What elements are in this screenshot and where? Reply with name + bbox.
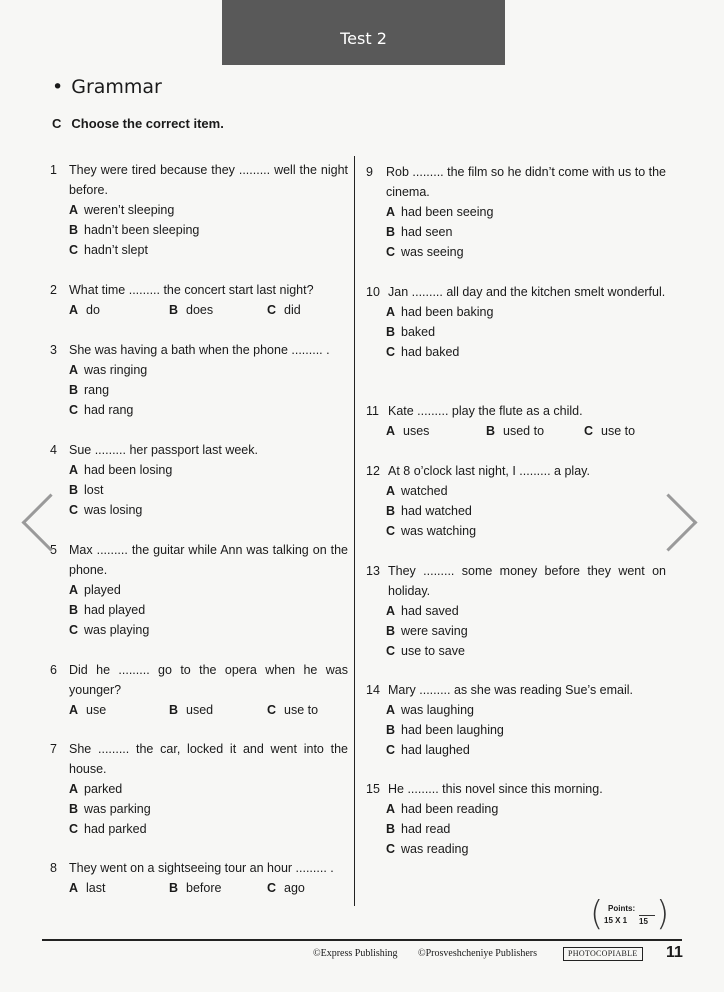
question-number: 11 [366,404,379,418]
question-number: 9 [366,165,373,179]
question-stem: She ......... the car, locked it and went into the house. [69,742,348,776]
option-a[interactable]: A weren’t sleeping [69,203,175,217]
option-a[interactable]: A last [69,881,106,895]
question-number: 12 [366,464,380,478]
option-c[interactable]: C hadn’t slept [69,243,148,257]
question-number: 7 [50,742,57,756]
question-2 [50,280,348,320]
question-stem: She was having a bath when the phone ......... . [69,343,330,357]
question-13 [366,561,666,661]
question-stem: At 8 o’clock last night, I ......... a play. [388,464,590,478]
question-12 [366,461,666,541]
question-5 [50,540,348,640]
section-title: Grammar [71,76,162,98]
option-c[interactable]: C use to [267,703,319,717]
points-box [590,894,670,934]
question-stem: Sue ......... her passport last week. [69,443,258,457]
option-c[interactable]: C was playing [69,623,150,637]
question-number: 5 [50,543,57,557]
option-c[interactable]: C use to save [386,644,465,658]
points-total: 15 [639,917,648,926]
option-a[interactable]: A played [69,583,121,597]
option-a[interactable]: A was ringing [69,363,148,377]
option-c[interactable]: C had baked [386,345,460,359]
option-c[interactable]: C had rang [69,403,134,417]
option-b[interactable]: B was parking [69,802,151,816]
paren-right: ) [656,894,670,934]
question-stem: Mary ......... as she was reading Sue’s email. [388,683,634,697]
question-number: 14 [366,683,380,697]
question-10 [366,282,666,362]
option-c[interactable]: C ago [267,881,305,895]
instruction-text: Choose the correct item. [71,116,224,131]
points-label: Points: [608,904,636,913]
question-number: 15 [366,782,380,796]
question-stem: Jan ......... all day and the kitchen smelt wonderful. [388,285,666,299]
score-line [639,915,655,916]
option-a[interactable]: A watched [386,484,448,498]
option-c[interactable]: C was watching [386,524,477,538]
instruction-letter: C [52,116,62,131]
question-3 [50,340,348,420]
question-number: 8 [50,861,57,875]
question-stem: Max ......... the guitar while Ann was talking on the phone. [69,543,348,577]
option-a[interactable]: A had been reading [386,802,499,816]
option-b[interactable]: B had read [386,822,451,836]
option-c[interactable]: C had laughed [386,743,470,757]
option-a[interactable]: A parked [69,782,123,796]
option-b[interactable]: B had watched [386,504,472,518]
question-number: 10 [366,285,380,299]
question-14 [366,680,666,760]
option-b[interactable]: B before [169,881,222,895]
question-stem: They went on a sightseeing tour an hour ......... . [69,861,334,875]
option-b[interactable]: B used to [486,424,545,438]
option-c[interactable]: C did [267,303,301,317]
publisher-1: ©Express Publishing [313,948,398,959]
instruction [52,116,224,131]
option-c[interactable]: C was reading [386,842,469,856]
photocopiable-stamp: PHOTOCOPIABLE [563,947,643,961]
question-stem: He ......... this novel since this morning. [388,782,603,796]
option-b[interactable]: B had seen [386,225,453,239]
option-a[interactable]: A use [69,703,107,717]
option-a[interactable]: A uses [386,424,430,438]
column-divider [354,156,355,906]
question-stem: Did he ......... go to the opera when he was younger? [69,663,348,697]
option-b[interactable]: B had been laughing [386,723,504,737]
option-c[interactable]: C was losing [69,503,143,517]
question-stem: They ......... some money before they went on holiday. [388,564,666,598]
question-number: 1 [50,163,57,177]
option-a[interactable]: A had been seeing [386,205,494,219]
option-b[interactable]: B used [169,703,214,717]
option-b[interactable]: B baked [386,325,436,339]
question-7 [50,739,348,839]
question-number: 13 [366,564,380,578]
question-stem: What time ......... the concert start last night? [69,283,314,297]
option-a[interactable]: A do [69,303,100,317]
question-4 [50,440,348,520]
option-a[interactable]: A had been losing [69,463,173,477]
option-b[interactable]: B lost [69,483,104,497]
option-a[interactable]: A was laughing [386,703,474,717]
option-a[interactable]: A had saved [386,604,459,618]
option-c[interactable]: C was seeing [386,245,464,259]
section-heading [52,76,162,98]
question-1 [50,160,348,260]
points-multiplier: 15 X 1 [604,916,628,925]
test-title: Test 2 [340,29,387,48]
bullet: • [52,76,64,98]
question-stem: They were tired because they ......... well the night before. [69,163,348,197]
option-b[interactable]: B had played [69,603,146,617]
question-9 [366,162,666,262]
option-a[interactable]: A had been baking [386,305,494,319]
question-15 [366,779,666,859]
question-11 [366,401,666,441]
question-stem: Rob ......... the film so he didn’t come with us to the cinema. [386,165,666,199]
option-b[interactable]: B does [169,303,214,317]
page-number: 11 [666,944,683,961]
question-6 [50,660,348,720]
footer-rule [42,939,682,941]
question-stem: Kate ......... play the flute as a child. [388,404,583,418]
option-c[interactable]: C use to [584,424,636,438]
question-number: 6 [50,663,57,677]
option-b[interactable]: B hadn’t been sleeping [69,223,200,237]
publisher-2: ©Prosveshcheniye Publishers [418,948,537,959]
question-8 [50,858,348,898]
option-b[interactable]: B were saving [386,624,468,638]
question-number: 2 [50,283,57,297]
question-number: 3 [50,343,57,357]
question-number: 4 [50,443,57,457]
option-b[interactable]: B rang [69,383,110,397]
option-c[interactable]: C had parked [69,822,147,836]
paren-left: ( [590,894,604,934]
